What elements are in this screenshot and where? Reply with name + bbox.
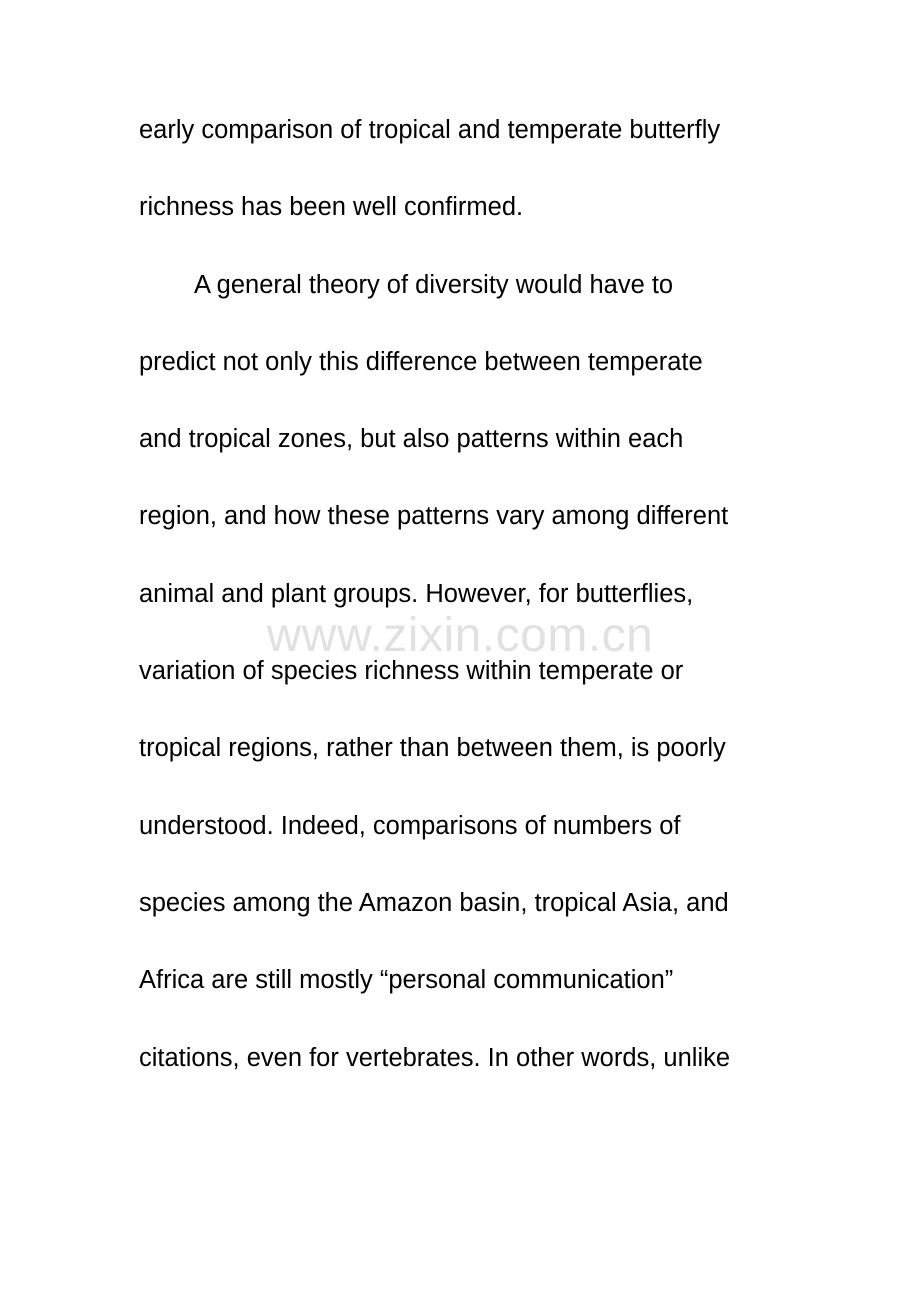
text-line: and tropical zones, but also patterns within each: [139, 425, 684, 454]
body-text: [139, 106, 799, 1111]
text-line: citations, even for vertebrates. In other words, unlike: [139, 1043, 731, 1072]
text-line: tropical regions, rather than between them, is poorly: [139, 734, 726, 763]
text-line: variation of species richness within temperate or: [139, 657, 684, 686]
text-line: Africa are still mostly “personal communication”: [139, 966, 674, 995]
text-line: predict not only this difference between temperate: [139, 347, 703, 376]
watermark: www.zixin.com.cn: [266, 609, 654, 662]
text-line: richness has been well confirmed.: [139, 193, 524, 222]
text-line: region, and how these patterns vary among different: [139, 502, 729, 531]
text-line: species among the Amazon basin, tropical Asia, and: [139, 888, 729, 917]
text-line: animal and plant groups. However, for butterflies,: [139, 579, 694, 608]
paragraph-first-line: A general theory of diversity would have to: [194, 270, 674, 299]
text-line: early comparison of tropical and temperate butterfly: [139, 116, 721, 144]
text-line: understood. Indeed, comparisons of numbers of: [139, 811, 681, 840]
